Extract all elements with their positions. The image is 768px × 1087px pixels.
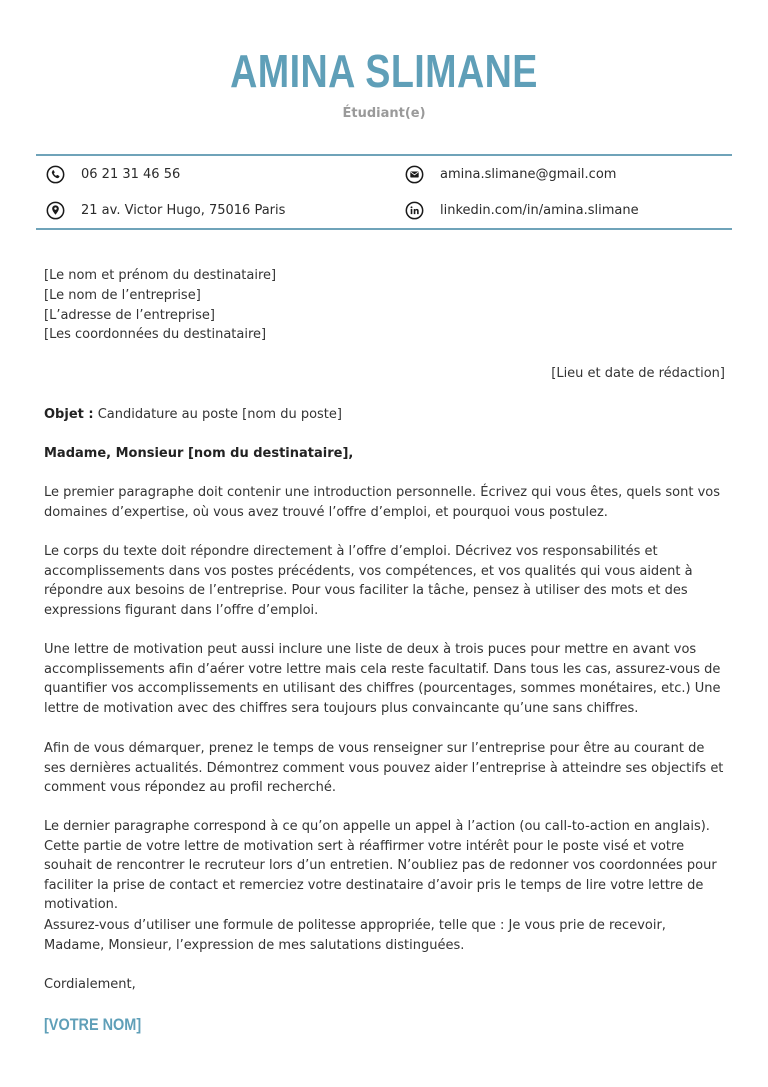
body-paragraph: Le dernier paragraphe correspond à ce qu’on appelle un appel à l’action (ou call-to-action en anglais). Cette partie de votre lettre de motivation sert à réaffirmer votre intérêt pour le poste visé et votre souhait de rencontrer le recruteur lors d’un entretien. N’oubliez pas de redonner vos coordonnées pour faciliter la prise de contact et remerciez votre destinataire d’avoir pris le temps de lire votre lettre de motivation. xyxy=(44,819,717,913)
email-address[interactable]: amina.slimane@gmail.com xyxy=(440,167,617,182)
contact-email xyxy=(405,165,616,184)
body-paragraph: Le premier paragraphe doit contenir une introduction personnelle. Écrivez qui vous êtes, quels sont vos domaines d’expertise, où vous avez trouvé l’offre d’emploi, et pourquoi vous postulez. xyxy=(44,485,720,520)
salutation: Madame, Monsieur [nom du destinataire], xyxy=(44,446,354,461)
location-pin-icon xyxy=(46,201,65,220)
recipient-line: [L’adresse de l’entreprise] xyxy=(44,307,215,323)
place-and-date: [Lieu et date de rédaction] xyxy=(551,366,725,381)
body-paragraph: Une lettre de motivation peut aussi inclure une liste de deux à trois puces pour mettre en avant vos accomplissements afin d’aérer votre lettre mais cela reste facultatif. Dans tous les cas, assurez-vous de quantifier vos accomplissements en utilisant des chiffres (pourcentages, sommes monétaires, etc.) Une lettre de motivation avec des chiffres sera toujours plus convaincante qu’une sans chiffres. xyxy=(44,642,721,716)
closing-phrase: Cordialement, xyxy=(44,977,136,992)
contact-phone xyxy=(46,165,180,184)
body-paragraph: Afin de vous démarquer, prenez le temps de vous renseigner sur l’entreprise pour être au courant de ses dernières actualités. Démontrez comment vous pouvez aider l’entreprise à atteindre ses objectifs et comment vous répondez au profil recherché. xyxy=(44,741,724,796)
subject-line xyxy=(44,405,728,425)
linkedin-url[interactable]: linkedin.com/in/amina.slimane xyxy=(440,203,639,218)
body-paragraph: Le corps du texte doit répondre directement à l’offre d’emploi. Décrivez vos responsabilités et accomplissements dans vos postes précédents, vos compétences, et vos qualités qui vous aident à répondre aux besoins de l’entreprise. Pour vous faciliter la tâche, pensez à utiliser des mots et des expressions figurant dans l’offre d’emploi. xyxy=(44,544,693,618)
contact-linkedin xyxy=(405,201,639,220)
postal-address: 21 av. Victor Hugo, 75016 Paris xyxy=(81,203,286,218)
applicant-title: Étudiant(e) xyxy=(342,106,426,121)
body-paragraph: Assurez-vous d’utiliser une formule de politesse appropriée, telle que : Je vous prie de recevoir, Madame, Monsieur, l’expression de mes salutations distinguées. xyxy=(44,918,666,953)
email-icon xyxy=(405,165,424,184)
recipient-line: [Le nom de l’entreprise] xyxy=(44,287,201,303)
header-divider-bottom xyxy=(36,228,732,230)
subject-text: Candidature au poste [nom du poste] xyxy=(93,407,342,422)
recipient-line: [Le nom et prénom du destinataire] xyxy=(44,268,277,283)
recipient-line: [Les coordonnées du destinataire] xyxy=(44,327,267,343)
subject-label: Objet : xyxy=(44,407,94,422)
linkedin-icon xyxy=(405,201,424,220)
phone-icon xyxy=(46,165,65,184)
recipient-block xyxy=(44,266,728,345)
applicant-name: AMINA SLIMANE xyxy=(230,45,538,97)
contact-address xyxy=(46,201,285,220)
signature-name: [VOTRE NOM] xyxy=(44,1015,142,1034)
header-divider-top xyxy=(36,154,732,156)
phone-number: 06 21 31 46 56 xyxy=(81,167,181,182)
